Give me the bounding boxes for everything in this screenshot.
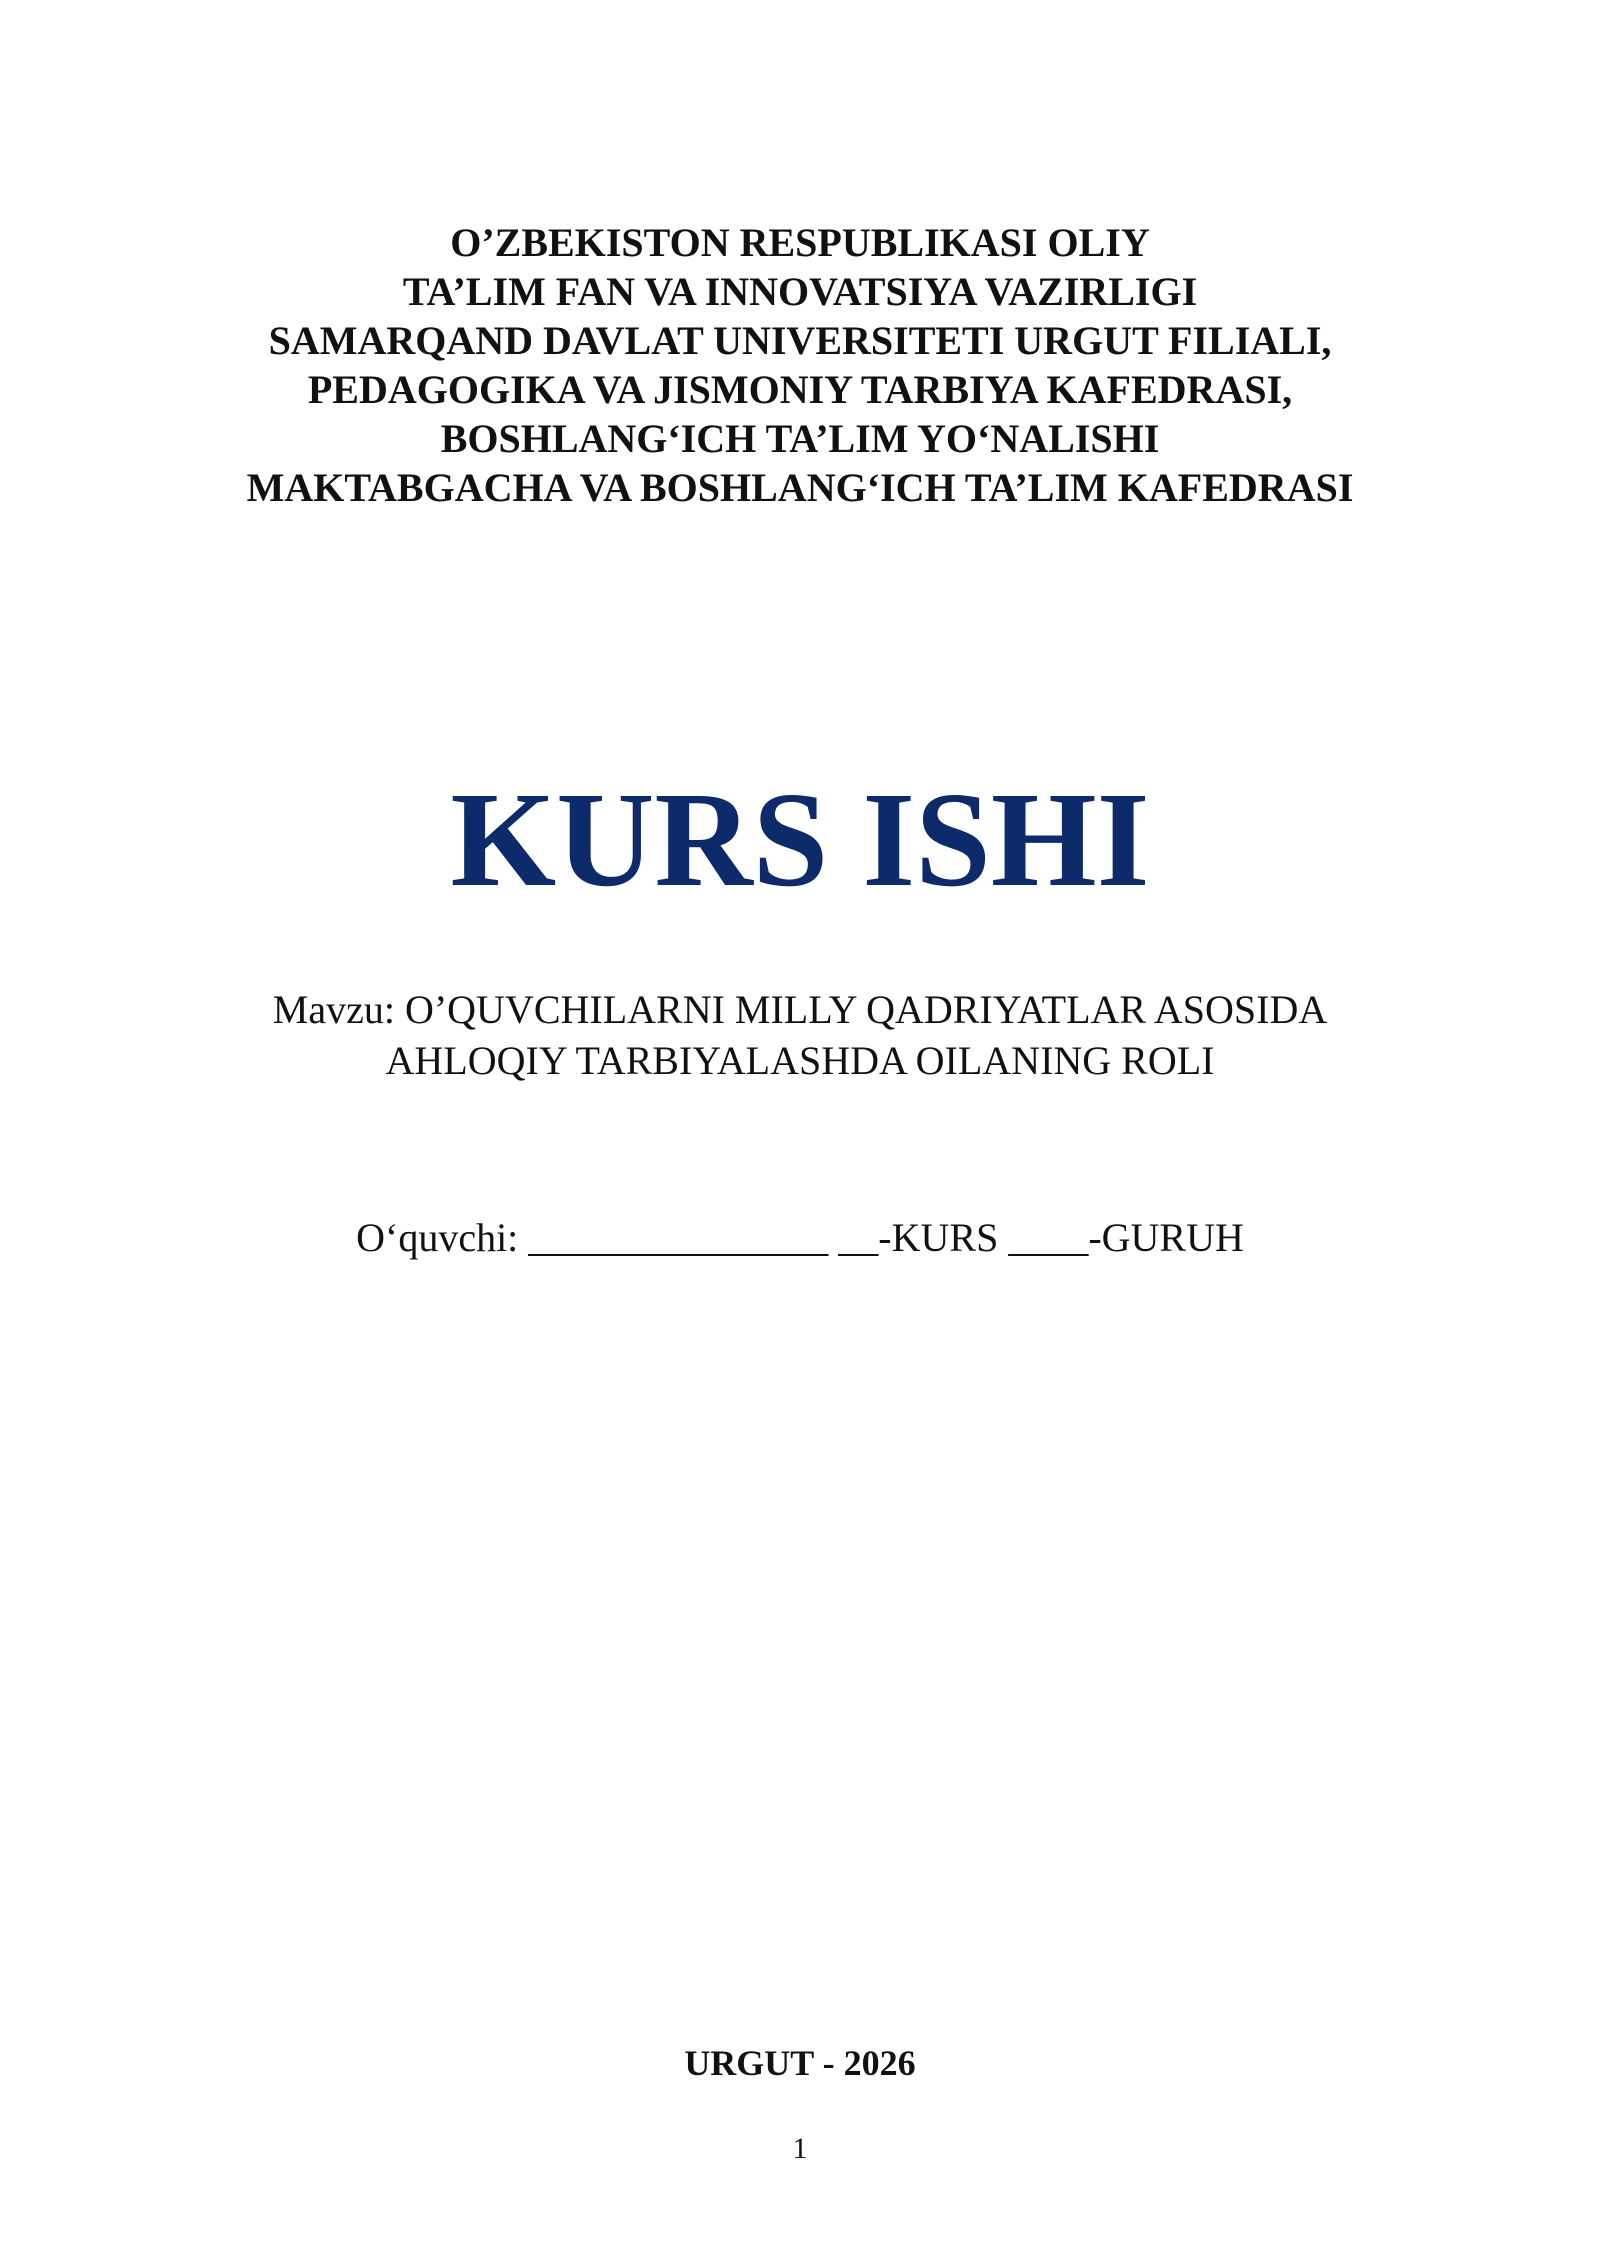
header-line-university: SAMARQAND DAVLAT UNIVERSITETI URGUT FILIALI, [268,318,1332,363]
institution-header [0,218,1600,512]
city-year-footer: URGUT - 2026 [684,2043,916,2083]
document-title: KURS ISHI [450,765,1150,915]
header-line-ministry-cont: TA’LIM FAN VA INNOVATSIYA VAZIRLIGI [402,269,1198,314]
header-line-department: PEDAGOGIKA VA JISMONIY TARBIYA KAFEDRASI, [307,367,1293,412]
header-line-ministry: O’ZBEKISTON RESPUBLIKASI OLIY [450,220,1150,265]
topic-line-2: AHLOQIY TARBIYALASHDA OILANING ROLI [385,1038,1215,1083]
header-line-faculty: MAKTABGACHA VA BOSHLANG‘ICH TA’LIM KAFEDRASI [246,465,1354,510]
header-line-direction: BOSHLANG‘ICH TA’LIM YO‘NALISHI [440,416,1160,461]
topic-block [0,984,1600,1086]
student-info-line: O‘quvchi: _______________ __-KURS ____-GURUH [356,1215,1244,1260]
topic-line-1: Mavzu: O’QUVCHILARNI MILLY QADRIYATLAR ASOSIDA [272,987,1328,1032]
page-number: 1 [792,2132,808,2165]
